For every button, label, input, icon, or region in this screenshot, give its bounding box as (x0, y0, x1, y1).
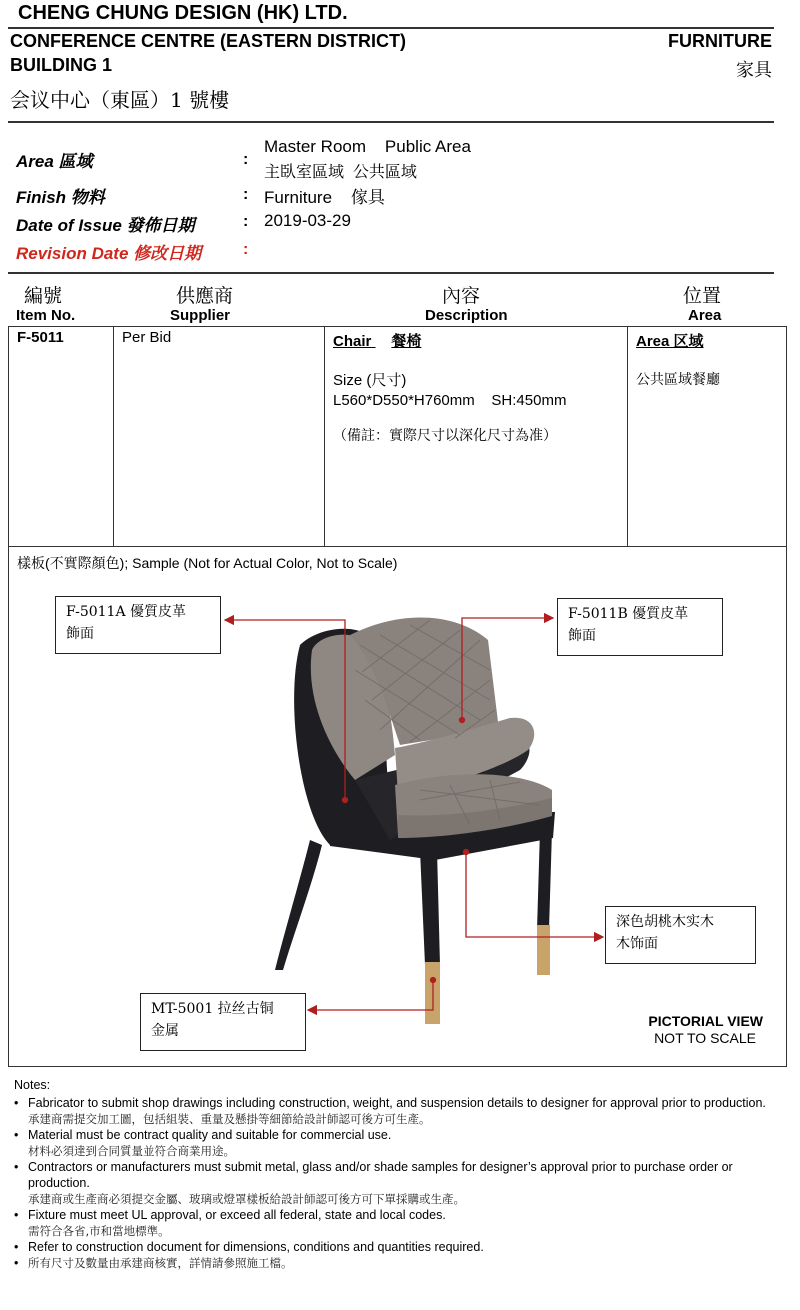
callout-leather-a (55, 596, 221, 654)
col-area-cn: 位置 (683, 285, 722, 307)
callout-walnut (605, 906, 756, 964)
col-item-cn: 編號 (24, 285, 63, 307)
leader-metal-dot (431, 978, 436, 983)
project-name-cn: 会议中心（東區）1 號樓 (10, 88, 230, 112)
area-value: 公共區域餐廳 (636, 372, 720, 388)
note-item: • 所有尺寸及數量由承建商核實，詳情請參照施工檔。 (14, 1255, 784, 1271)
leader-metal (308, 980, 433, 1010)
note-cn: 所有尺寸及數量由承建商核實，詳情請參照施工檔。 (28, 1256, 293, 1270)
callout-leather-a-line1: F-5011A 優質皮革 (66, 604, 187, 620)
leader-b-dot (460, 718, 465, 723)
notes-title: Notes: (14, 1078, 51, 1092)
note-en: Refer to construction document for dimensions, conditions and quantities required. (28, 1240, 484, 1254)
finish-label: Finish 物料 (16, 188, 105, 207)
item-title-en: Chair (333, 333, 372, 350)
size-remark: （備註：實際尺寸以深化尺寸為准） (333, 428, 557, 444)
note-item: • Fabricator to submit shop drawings including construction, weight, and suspension details to designer for approval prior to production. 承建商需提交加工圖，包括組裝、重量及懸掛等細節給設計師認可後方可生產。 (14, 1095, 784, 1127)
col-supplier-en: Supplier (170, 307, 231, 324)
note-cn: 承建商需提交加工圖，包括組裝、重量及懸掛等細節給設計師認可後方可生產。 (28, 1112, 431, 1126)
callout-brass-line1: MT-5001 拉丝古铜 (151, 1001, 274, 1017)
notes-section (14, 1077, 784, 1271)
leader-a-dot (343, 798, 348, 803)
note-item: • Refer to construction document for dimensions, conditions and quantities required. (14, 1239, 784, 1255)
callout-brass (140, 993, 306, 1051)
company-name: CHENG CHUNG DESIGN (HK) LTD. (18, 2, 348, 24)
item-title-cn: 餐椅 (391, 332, 422, 350)
area-title: Area 区域 (636, 333, 704, 350)
size-value: L560*D550*H760mm SH:450mm (333, 392, 567, 409)
note-cn: 需符合各省,市和當地標準。 (28, 1224, 170, 1238)
pictorial-view-label: PICTORIAL VIEW (648, 1013, 763, 1029)
category-cn: 家具 (736, 60, 772, 81)
size-label: Size (尺寸) (333, 372, 407, 389)
item-no: F-5011 (17, 329, 64, 346)
note-item: • Material must be contract quality and suitable for commercial use. 材料必須達到合同質量並符合商業用途。 (14, 1127, 784, 1159)
col-desc-en: Description (425, 307, 508, 324)
note-cn: 材料必須達到合同質量並符合商業用途。 (28, 1144, 235, 1158)
project-name: CONFERENCE CENTRE (EASTERN DISTRICT) (10, 31, 407, 51)
leader-wood (466, 852, 603, 937)
area-label: Area 區域 (16, 152, 93, 171)
area-value-en: Master Room Public Area (264, 137, 471, 156)
sample-caption: 樣板(不實際顏色); Sample (Not for Actual Color, Not to Scale) (17, 555, 398, 571)
callout-walnut-line1: 深色胡桃木实木 (616, 914, 714, 930)
note-en: Fixture must meet UL approval, or exceed all federal, state and local codes. (28, 1208, 446, 1222)
issue-date-value: 2019-03-29 (264, 211, 351, 230)
note-item: • Contractors or manufacturers must submit metal, glass and/or shade samples for designer’s approval prior to purchase order or production. 承建商或生產商必須提交金屬、玻璃或燈罩樣板給設計師認可後方可下單採購或生產。 (14, 1159, 784, 1207)
note-en: Material must be contract quality and suitable for commercial use. (28, 1128, 392, 1142)
callout-leather-a-line2: 飾面 (66, 626, 94, 642)
leader-b (462, 618, 553, 720)
leader-wood-dot (464, 850, 469, 855)
revision-date-label: Revision Date 修改日期 (16, 244, 202, 263)
col-item-en: Item No. (16, 307, 76, 324)
col-supplier-cn: 供應商 (176, 285, 234, 307)
callout-leather-b-line2: 飾面 (568, 628, 596, 644)
area-value-cn: 主臥室區域 公共區域 (264, 164, 417, 181)
col-area-en: Area (688, 307, 722, 324)
revision-colon: : (243, 241, 249, 258)
note-cn: 承建商或生產商必須提交金屬、玻璃或燈罩樣板給設計師認可後方可下單採購或生產。 (28, 1192, 465, 1206)
area-colon: : (243, 151, 249, 168)
leader-a (225, 620, 345, 800)
callout-walnut-line2: 木饰面 (616, 936, 658, 952)
callout-leather-b-line1: F-5011B 優質皮革 (568, 606, 689, 622)
col-desc-cn: 內容 (442, 285, 481, 307)
issue-colon: : (243, 213, 249, 230)
not-to-scale-label: NOT TO SCALE (654, 1030, 756, 1046)
note-item: • Fixture must meet UL approval, or exceed all federal, state and local codes. 需符合各省,市和當地標準。 (14, 1207, 784, 1239)
note-en: Fabricator to submit shop drawings including construction, weight, and suspension details to designer for approval prior to production. (28, 1096, 766, 1110)
category-en: FURNITURE (668, 31, 772, 51)
project-building: BUILDING 1 (10, 55, 113, 75)
callout-leather-b (557, 598, 723, 656)
finish-value: Furniture 傢具 (264, 188, 385, 207)
note-en: Contractors or manufacturers must submit metal, glass and/or shade samples for designer’s approval prior to purchase order or production. (28, 1160, 733, 1190)
callout-brass-line2: 金属 (151, 1023, 179, 1039)
finish-colon: : (243, 186, 249, 203)
issue-date-label: Date of Issue 發佈日期 (16, 216, 195, 235)
supplier-value: Per Bid (122, 329, 172, 346)
